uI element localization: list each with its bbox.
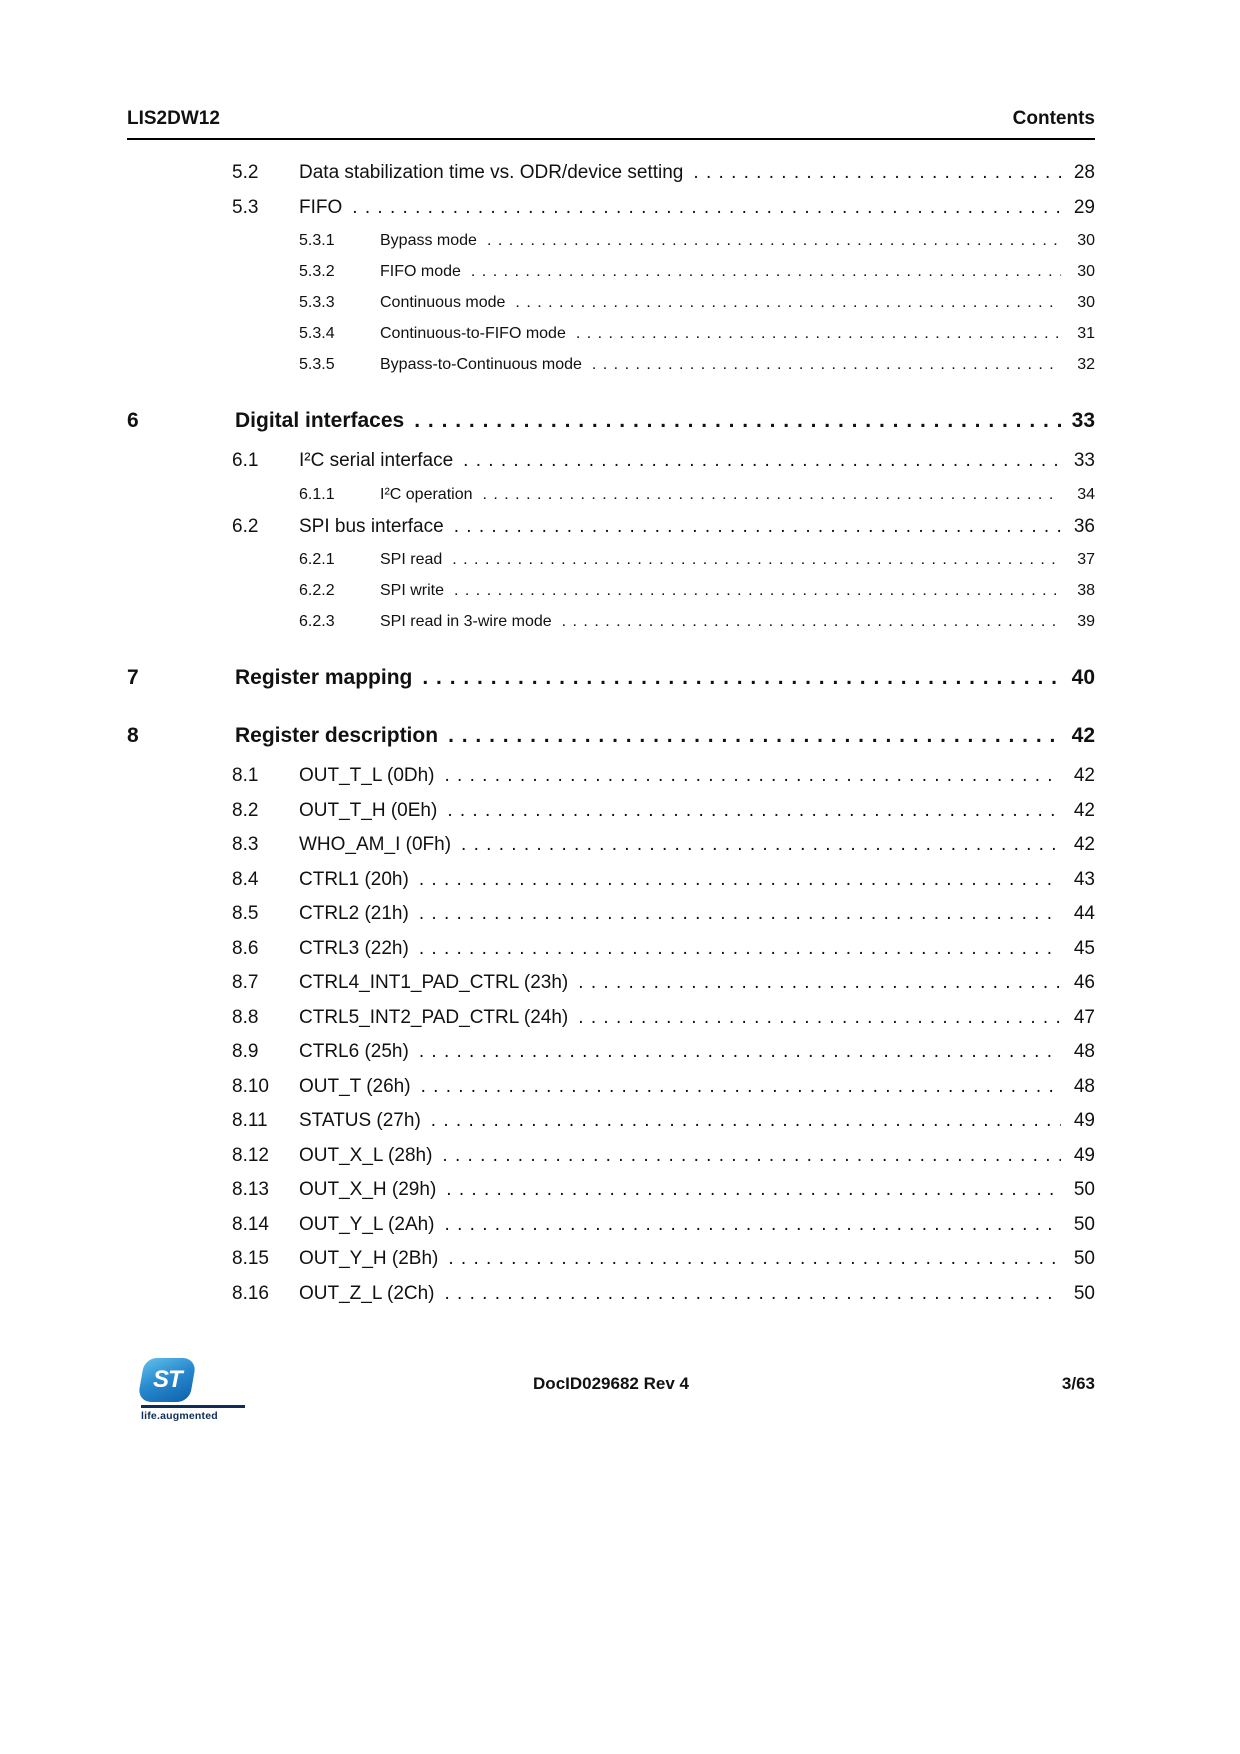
toc-entry[interactable] <box>127 404 1095 438</box>
toc-entry[interactable] <box>127 719 1095 753</box>
toc-dot-leader <box>582 349 1061 380</box>
toc-entry[interactable] <box>127 794 1095 829</box>
toc-entry-number: 5.3 <box>232 196 259 218</box>
toc-dot-leader <box>435 1277 1062 1312</box>
toc-entry[interactable] <box>127 1035 1095 1070</box>
toc-entry-page: 49 <box>1073 1110 1095 1131</box>
toc-entry-page: 30 <box>1077 263 1095 280</box>
toc-entry-number: 8.13 <box>232 1179 269 1200</box>
toc-entry-title: OUT_T_L (0Dh) <box>299 765 435 786</box>
toc-dot-leader <box>404 404 1061 438</box>
toc-entry[interactable] <box>127 897 1095 932</box>
toc-entry-page: 42 <box>1071 724 1095 747</box>
page-content <box>127 108 1095 1311</box>
toc-entry-page: 42 <box>1073 765 1095 786</box>
toc-entry-title: OUT_X_L (28h) <box>299 1144 433 1166</box>
toc-entry-number: 6.1.1 <box>299 485 335 503</box>
toc-entry-page: 43 <box>1073 868 1095 890</box>
toc-entry-number: 8.7 <box>232 972 259 993</box>
toc-entry-page: 28 <box>1073 162 1095 183</box>
toc-entry-number: 8.10 <box>232 1075 269 1097</box>
toc-entry-number: 8.5 <box>232 903 259 924</box>
toc-entry-title: STATUS (27h) <box>299 1110 421 1131</box>
toc-dot-leader <box>453 444 1061 479</box>
toc-entry-page: 33 <box>1073 450 1095 471</box>
toc-entry-title: Bypass mode <box>380 232 477 249</box>
toc-entry-number: 5.3.4 <box>299 325 335 342</box>
toc-dot-leader <box>473 479 1062 510</box>
toc-dot-leader <box>435 1208 1061 1243</box>
toc-entry-page: 50 <box>1073 1248 1095 1269</box>
toc-entry[interactable] <box>127 156 1095 191</box>
toc-dot-leader <box>435 759 1062 794</box>
toc-entry-title: SPI bus interface <box>299 515 444 537</box>
header-rule <box>127 138 1095 140</box>
toc-entry-title: SPI read <box>380 551 443 568</box>
toc-entry-title: CTRL6 (25h) <box>299 1041 409 1062</box>
toc-entry-title: Continuous mode <box>380 294 506 311</box>
toc-entry[interactable] <box>127 1208 1095 1243</box>
toc-entry-number: 8.14 <box>232 1213 269 1235</box>
toc-entry[interactable] <box>127 828 1095 863</box>
toc-entry-number: 8.11 <box>232 1110 268 1131</box>
toc-entry-page: 50 <box>1073 1213 1095 1235</box>
toc-entry[interactable] <box>127 191 1095 226</box>
toc-entry-page: 30 <box>1077 232 1095 249</box>
toc-entry[interactable] <box>127 444 1095 479</box>
toc-entry-page: 33 <box>1071 409 1095 432</box>
toc-entry-title: CTRL4_INT1_PAD_CTRL (23h) <box>299 972 569 993</box>
toc-entry-page: 31 <box>1077 325 1095 342</box>
toc-entry-page: 49 <box>1073 1144 1095 1166</box>
toc-entry-number: 6.2 <box>232 515 259 537</box>
toc-entry-number: 6.2.1 <box>299 551 335 568</box>
toc-entry-title: Digital interfaces <box>235 409 405 432</box>
toc-entry-page: 32 <box>1077 356 1095 373</box>
toc-entry-page: 34 <box>1077 485 1095 503</box>
toc-entry-number: 6.1 <box>232 450 259 471</box>
toc-dot-leader <box>477 225 1061 256</box>
toc-dot-leader <box>409 863 1061 898</box>
toc-entry-title: FIFO mode <box>380 263 461 280</box>
toc-entry[interactable] <box>127 1139 1095 1174</box>
toc-entry[interactable] <box>127 1104 1095 1139</box>
toc-entry-number: 8.3 <box>232 834 259 855</box>
toc-dot-leader <box>438 1242 1061 1277</box>
toc-entry-page: 50 <box>1073 1179 1095 1200</box>
toc-entry[interactable] <box>127 256 1095 287</box>
page-header <box>127 108 1095 130</box>
st-logo-tagline: life.augmented <box>141 1410 218 1422</box>
toc-entry-number: 8.2 <box>232 799 259 821</box>
toc-entry-title: WHO_AM_I (0Fh) <box>299 834 452 855</box>
toc-entry-number: 6.2.3 <box>299 613 335 630</box>
toc-dot-leader <box>436 1173 1061 1208</box>
toc-entry-title: OUT_T_H (0Eh) <box>299 799 438 821</box>
toc-dot-leader <box>444 575 1061 606</box>
toc-entry-page: 46 <box>1073 972 1095 993</box>
toc-entry-title: I²C operation <box>380 485 473 503</box>
toc-entry-number: 5.3.3 <box>299 294 335 311</box>
toc-entry[interactable] <box>127 1001 1095 1036</box>
toc-entry-page: 45 <box>1073 937 1095 959</box>
toc-entry-page: 39 <box>1077 613 1095 630</box>
footer-page-number: 3/63 <box>1061 1374 1095 1393</box>
toc-entry[interactable] <box>127 1242 1095 1277</box>
toc-dot-leader <box>437 794 1061 829</box>
toc-entry-page: 40 <box>1071 666 1095 689</box>
toc-dot-leader <box>409 1035 1061 1070</box>
toc-dot-leader <box>421 1104 1061 1139</box>
toc-entry-title: OUT_Y_H (2Bh) <box>299 1248 439 1269</box>
toc-dot-leader <box>409 932 1061 967</box>
toc-entry-page: 30 <box>1077 294 1095 311</box>
toc-dot-leader <box>683 156 1061 191</box>
toc-entry-number: 8 <box>127 724 139 747</box>
toc-entry-title: OUT_X_H (29h) <box>299 1179 437 1200</box>
toc-entry-number: 8.16 <box>232 1282 269 1304</box>
toc-entry-number: 8.9 <box>232 1041 259 1062</box>
toc-entry-title: Register description <box>235 724 439 747</box>
toc-entry-page: 42 <box>1073 799 1095 821</box>
toc-dot-leader <box>568 966 1061 1001</box>
toc-entry-number: 8.6 <box>232 937 259 959</box>
toc-dot-leader <box>444 510 1061 545</box>
toc-entry[interactable] <box>127 606 1095 637</box>
toc-entry[interactable] <box>127 510 1095 545</box>
toc-entry[interactable] <box>127 1173 1095 1208</box>
toc-entry[interactable] <box>127 225 1095 256</box>
toc-entry-title: OUT_Y_L (2Ah) <box>299 1213 435 1235</box>
page-footer <box>127 1358 1095 1422</box>
toc-entry-title: Bypass-to-Continuous mode <box>380 356 582 373</box>
toc-entry[interactable] <box>127 544 1095 575</box>
toc-entry-page: 38 <box>1077 582 1095 599</box>
toc-entry-title: CTRL5_INT2_PAD_CTRL (24h) <box>299 1006 569 1028</box>
toc-dot-leader <box>438 719 1061 753</box>
toc-entry-title: Data stabilization time vs. ODR/device setting <box>299 162 684 183</box>
toc-entry-page: 37 <box>1077 551 1095 568</box>
toc-entry[interactable] <box>127 318 1095 349</box>
header-section-title: Contents <box>1012 108 1095 129</box>
toc-entry-page: 47 <box>1073 1006 1095 1028</box>
toc-entry-number: 6.2.2 <box>299 582 335 599</box>
toc-entry-title: SPI read in 3-wire mode <box>380 613 552 630</box>
st-logo-text: ST <box>152 1366 182 1393</box>
toc-entry-number: 5.3.1 <box>299 232 335 249</box>
toc-entry-title: SPI write <box>380 582 445 599</box>
toc-entry[interactable] <box>127 932 1095 967</box>
header-doc-title: LIS2DW12 <box>127 108 220 129</box>
toc-entry-title: FIFO <box>299 196 343 218</box>
toc-entry-title: CTRL2 (21h) <box>299 903 409 924</box>
toc-entry-title: I²C serial interface <box>299 450 454 471</box>
toc-entry-number: 5.2 <box>232 162 259 183</box>
toc-dot-leader <box>461 256 1061 287</box>
toc-dot-leader <box>412 661 1061 695</box>
toc-dot-leader <box>342 191 1061 226</box>
toc-dot-leader <box>411 1070 1061 1105</box>
toc-entry-number: 6 <box>127 409 139 432</box>
toc-dot-leader <box>552 606 1061 637</box>
toc-entry-number: 8.4 <box>232 868 259 890</box>
toc-entry-number: 5.3.5 <box>299 356 335 373</box>
table-of-contents <box>127 156 1095 1311</box>
toc-entry-title: Continuous-to-FIFO mode <box>380 325 566 342</box>
toc-entry-page: 44 <box>1073 903 1095 924</box>
footer-docid: DocID029682 Rev 4 <box>533 1374 689 1393</box>
toc-entry[interactable] <box>127 661 1095 695</box>
toc-dot-leader <box>568 1001 1061 1036</box>
toc-entry-number: 8.8 <box>232 1006 259 1028</box>
toc-entry[interactable] <box>127 1277 1095 1312</box>
toc-entry-page: 48 <box>1073 1075 1095 1097</box>
toc-entry[interactable] <box>127 287 1095 318</box>
toc-entry-page: 50 <box>1073 1282 1095 1304</box>
toc-entry-title: OUT_Z_L (2Ch) <box>299 1282 435 1304</box>
toc-entry-page: 36 <box>1073 515 1095 537</box>
toc-entry-page: 48 <box>1073 1041 1095 1062</box>
toc-entry-number: 8.12 <box>232 1144 269 1166</box>
toc-entry[interactable] <box>127 759 1095 794</box>
toc-dot-leader <box>566 318 1061 349</box>
toc-entry-page: 42 <box>1073 834 1095 855</box>
toc-entry-title: OUT_T (26h) <box>299 1075 411 1097</box>
toc-dot-leader <box>442 544 1061 575</box>
toc-entry[interactable] <box>127 1070 1095 1105</box>
toc-entry-number: 8.15 <box>232 1248 269 1269</box>
toc-entry-title: CTRL3 (22h) <box>299 937 409 959</box>
toc-entry-title: Register mapping <box>235 666 413 689</box>
toc-entry-title: CTRL1 (20h) <box>299 868 409 890</box>
toc-entry[interactable] <box>127 575 1095 606</box>
toc-dot-leader <box>505 287 1061 318</box>
toc-entry[interactable] <box>127 349 1095 380</box>
toc-dot-leader <box>451 828 1061 863</box>
toc-entry-number: 5.3.2 <box>299 263 335 280</box>
toc-entry-page: 29 <box>1073 196 1095 218</box>
toc-entry[interactable] <box>127 863 1095 898</box>
st-logo-rule <box>141 1405 245 1408</box>
toc-dot-leader <box>432 1139 1061 1174</box>
toc-entry[interactable] <box>127 479 1095 510</box>
toc-dot-leader <box>409 897 1061 932</box>
toc-entry-number: 8.1 <box>232 765 259 786</box>
toc-entry[interactable] <box>127 966 1095 1001</box>
toc-entry-number: 7 <box>127 666 139 689</box>
